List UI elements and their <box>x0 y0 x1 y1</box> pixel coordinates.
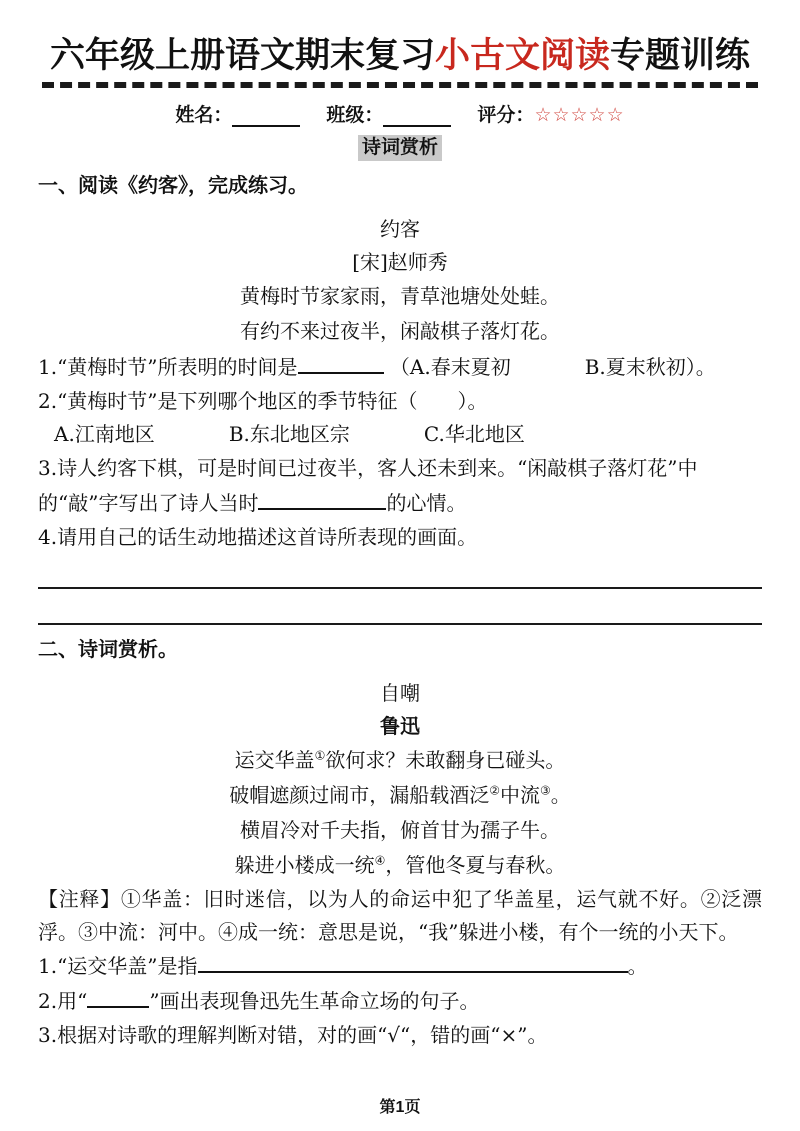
section-one-heading: 一、阅读《约客》，完成练习。 <box>38 175 308 197</box>
q1-3-text-before: 的“敲”字写出了诗人当时 <box>38 490 259 515</box>
question-1-3-part-1: 3.诗人约客下棋，可是时间已过夜半，客人还未到来。“闲敲棋子落灯花”中 <box>38 456 698 481</box>
answer-line-2[interactable] <box>38 623 762 625</box>
answer-line-1[interactable] <box>38 587 762 589</box>
q1-1-option-a: （A.春末夏初 <box>389 355 511 379</box>
poem-two-line-4-b: ，管他冬夏与春秋。 <box>385 853 566 878</box>
question-1-2 <box>38 385 762 417</box>
question-1-3-part-2 <box>38 487 762 519</box>
class-label: 班级： <box>326 105 384 127</box>
page-footer: 第1页 <box>379 1099 421 1116</box>
page-header <box>0 0 800 88</box>
score-label: 评分： <box>477 105 535 127</box>
title-part-red: 小古文阅读 <box>434 36 610 75</box>
question-2-1 <box>38 950 762 982</box>
poem-two-line-1-a: 运交华盖 <box>234 748 315 773</box>
class-field-group <box>326 100 451 127</box>
q1-3-answer-blank[interactable] <box>258 492 386 510</box>
title-part-1: 六年级上册语文期末复习 <box>49 36 435 75</box>
footnote-marker-3: ③ <box>540 783 551 798</box>
section-banner: 诗词赏析 <box>358 135 442 161</box>
class-input-blank[interactable] <box>383 110 451 127</box>
poem-two-line-2-a: 破帽遮颜过闹市，漏船载酒泛 <box>229 783 490 808</box>
poem-two-line-1 <box>38 743 762 778</box>
q2-2-text-after: ”画出表现鲁迅先生革命立场的句子。 <box>149 988 480 1013</box>
question-1-1 <box>38 351 762 383</box>
poem-two-line-3: 横眉冷对千夫指，俯首甘为孺子牛。 <box>240 818 560 843</box>
q2-1-text-before: 1.“运交华盖”是指 <box>38 954 198 979</box>
poem-one-author: [宋]赵师秀 <box>352 250 448 274</box>
q2-1-answer-blank[interactable] <box>198 955 628 973</box>
worksheet-content <box>0 171 800 1051</box>
name-input-blank[interactable] <box>232 110 300 127</box>
poem-two-line-2-c: 。 <box>550 783 571 808</box>
student-info-row <box>0 100 800 127</box>
footnote-marker-4: ④ <box>374 853 386 868</box>
q1-1-option-b: B.夏末秋初）。 <box>584 355 716 379</box>
q1-1-text-before: 1.“黄梅时节”所表明的时间是 <box>38 355 298 379</box>
question-2-2 <box>38 985 762 1017</box>
poem-two-line-4-a: 躲进小楼成一统 <box>234 853 375 878</box>
poem-two-line-4 <box>38 848 762 883</box>
score-field-group <box>477 100 624 127</box>
title-dashed-divider <box>42 82 758 88</box>
poem-one-line-1: 黄梅时节家家雨，青草池塘处处蛙。 <box>240 284 560 308</box>
q2-2-text-before: 2.用“ <box>38 988 88 1013</box>
poem-two-line-1-b: 欲何求？未敢翻身已碰头。 <box>325 748 566 773</box>
star-rating-icon[interactable]: ☆☆☆☆☆ <box>534 105 625 127</box>
footnote-marker-1: ① <box>314 748 326 763</box>
poem-two-author: 鲁迅 <box>380 714 420 739</box>
q2-1-text-after: 。 <box>627 954 648 979</box>
q1-3-text-after: 的心情。 <box>386 490 467 515</box>
poem-two-line-2 <box>38 778 762 813</box>
page-title <box>0 36 800 76</box>
section-two-heading: 二、诗词赏析。 <box>38 639 178 662</box>
q1-2-option-c[interactable]: C.华北地区 <box>423 421 525 446</box>
q1-2-text-before: 2.“黄梅时节”是下列哪个地区的季节特征（ <box>38 389 418 414</box>
name-label: 姓名： <box>175 105 233 127</box>
question-1-4: 4.请用自己的话生动地描述这首诗所表现的画面。 <box>38 524 478 549</box>
poem-two-title: 自嘲 <box>380 681 420 706</box>
q1-2-option-b[interactable]: B.东北地区宗 <box>228 421 350 446</box>
section-banner-wrap <box>0 135 800 161</box>
footnote-marker-2: ② <box>489 783 500 798</box>
q1-1-answer-blank[interactable] <box>298 356 384 374</box>
poem-one-line-2: 有约不来过夜半，闲敲棋子落灯花。 <box>240 319 560 343</box>
poem-two-line-2-b: 中流 <box>500 783 540 808</box>
q1-2-text-after: ）。 <box>457 389 488 414</box>
q2-2-underline-mark <box>87 992 149 1008</box>
title-part-3: 专题训练 <box>610 36 751 75</box>
name-field-group <box>175 100 300 127</box>
poem-one-title: 约客 <box>380 217 420 241</box>
footnotes-block: 【注释】①华盖：旧时迷信，以为人的命运中犯了华盖星，运气就不好。②泛漂浮。③中流：河中。④成一统：意思是说，“我”躲进小楼，有个一统的小天下。 <box>38 887 762 944</box>
question-1-2-options <box>38 418 762 450</box>
q1-2-option-a[interactable]: A.江南地区 <box>54 421 155 446</box>
question-2-3: 3.根据对诗歌的理解判断对错，对的画“√“，错的画“×”。 <box>38 1022 548 1047</box>
